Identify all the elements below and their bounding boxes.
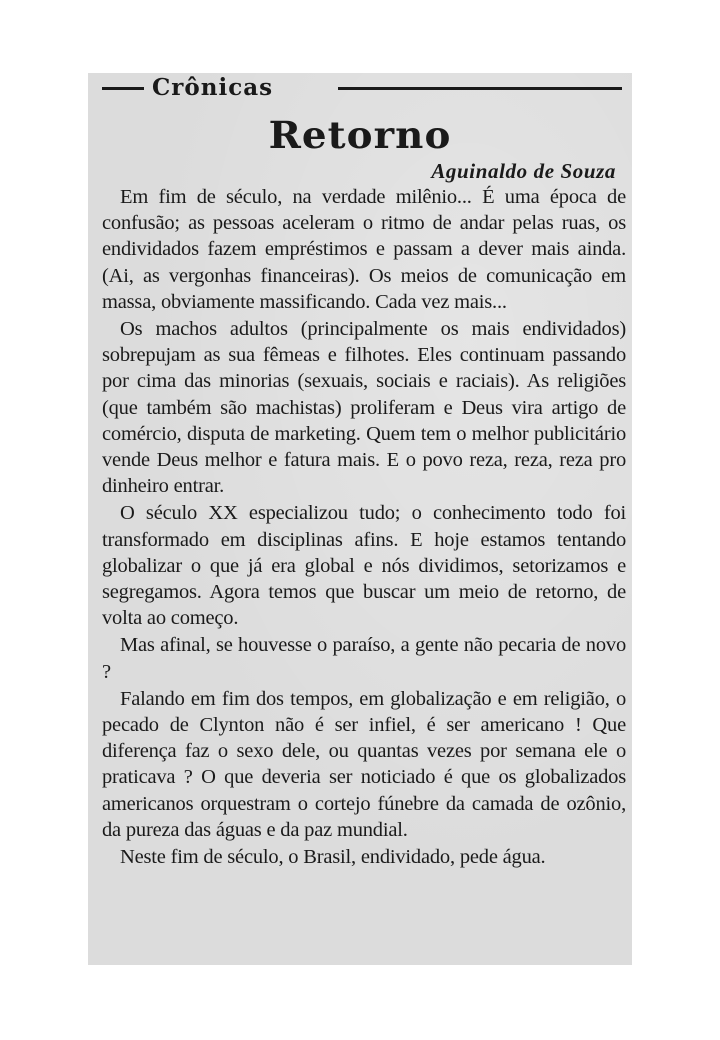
newspaper-clipping [88,73,632,965]
paragraph: O século XX especializou tudo; o conhecimento todo foi transformado em disciplinas afins. E hoje estamos tentando globalizar o que já era global e nós dividimos, setorizamos e segregamos. Agora temos que buscar um meio de retorno, de volta ao começo. [102,502,626,630]
article-body [102,184,626,870]
section-rule-left [102,87,144,90]
paragraph: Em fim de século, na verdade milênio... É uma época de confusão; as pessoas aceleram o ritmo de andar pelas ruas, os endividados fazem empréstimos e passam a dever mais ainda. (Ai, as vergonhas financeiras). Os meios de comunicação em massa, obviamente massificando. Cada vez mais... [102,186,626,313]
paragraph: Neste fim de século, o Brasil, endividado, pede água. [120,846,546,869]
article-author: Aguinaldo de Souza [431,159,616,183]
section-rule-right [338,87,622,90]
article-title: Retorno [268,113,452,157]
section-label: Crônicas [152,74,274,101]
paragraph: Mas afinal, se houvesse o paraíso, a gente não pecaria de novo ? [102,634,626,683]
section-header [102,74,622,101]
paragraph: Falando em fim dos tempos, em globalização e em religião, o pecado de Clynton não é ser infiel, é ser americano ! Que diferença faz o sexo dele, ou quantas vezes por semana ele o praticava ? O que deveria ser noticiado é que os globalizados americanos orquestram o cortejo fúnebre da camada de ozônio, da pureza das águas e da paz mundial. [102,687,626,841]
paragraph: Os machos adultos (principalmente os mais endividados) sobrepujam as sua fêmeas e filhotes. Eles continuam passando por cima das minorias (sexuais, sociais e raciais). As religiões (que também são machistas) proliferam e Deus vira artigo de comércio, disputa de marketing. Quem tem o melhor publicitário vende Deus melhor e fatura mais. E o povo reza, reza, reza pro dinheiro entrar. [102,318,626,498]
